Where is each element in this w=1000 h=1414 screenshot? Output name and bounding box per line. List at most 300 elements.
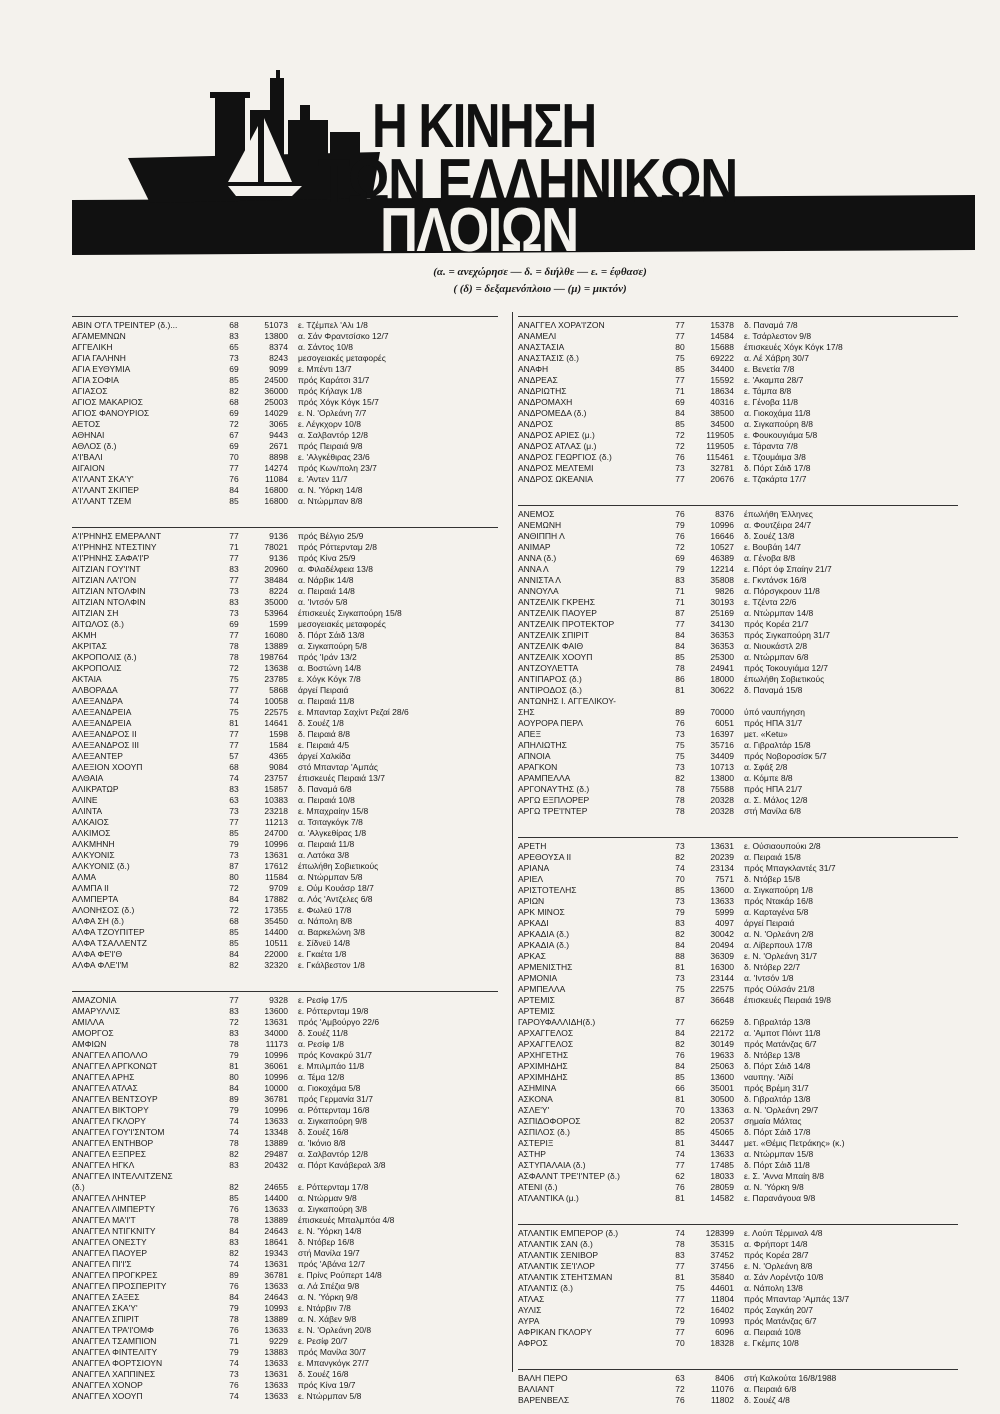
ship-name: ΑΙΓΑΙΟΝ: [72, 463, 105, 473]
ship-row: [72, 1127, 498, 1138]
ship-status: πρός Σιγκαπούρη 31/7: [744, 630, 830, 640]
ship-status: δ. Σουέζ 4/8: [744, 1395, 790, 1405]
ship-row: [72, 740, 498, 751]
ship-row: [72, 575, 498, 586]
ship-tonnage: 17355: [264, 905, 288, 915]
ship-year: 81: [675, 1138, 685, 1148]
ship-name: ΑΝΑΓΓΕΛ ΒΙΚΤΟΡΥ: [72, 1105, 149, 1115]
ship-year: [668, 1006, 692, 1017]
ship-group: [72, 991, 498, 1402]
ship-name: ΑΡΚΑΣ: [518, 951, 546, 961]
ship-status: α. Πειραιά 11/8: [298, 696, 355, 706]
ship-row: [72, 1259, 498, 1270]
ship-row: [72, 386, 498, 397]
ship-name: ΑΝΝΟΥΛΑ: [518, 586, 559, 596]
ship-tonnage: 20328: [710, 806, 734, 816]
ship-status: δ. Σουέζ 16/8: [298, 1127, 349, 1137]
ship-name: ΑΙΤΖΙΑΝ ΝΤΟΛΦΙΝ: [72, 597, 146, 607]
ship-name: ΑΛΚΜΗΝΗ: [72, 839, 115, 849]
ship-name: ΑΛΦΑ ΦΛΕ'Ι'Μ: [72, 960, 129, 970]
ship-row: [518, 1294, 958, 1305]
ship-name: ΑΜΦΙΩΝ: [72, 1039, 107, 1049]
ship-year: 68: [229, 320, 239, 330]
ship-status: α. Λά Σπέζια 9/8: [298, 1281, 360, 1291]
ship-group: [518, 837, 958, 1204]
ship-name: ΑΠΗΛΙΩΤΗΣ: [518, 740, 567, 750]
ship-year: 77: [229, 729, 239, 739]
ship-tonnage: 13633: [264, 1281, 288, 1291]
ship-name: ΑΛΦΑ ΦΕ'Ι'Θ: [72, 949, 123, 959]
ship-year: 78: [229, 1215, 239, 1225]
ship-year: 79: [675, 520, 685, 530]
ship-status: ε. Φουκουγιάμα 5/8: [744, 430, 818, 440]
ship-year: 85: [675, 885, 685, 895]
ship-tonnage: 34000: [264, 1028, 288, 1038]
ship-tonnage: 10996: [264, 1050, 288, 1060]
ship-year: 84: [675, 1061, 685, 1071]
ship-year: 76: [675, 452, 685, 462]
ship-row: [518, 784, 958, 795]
ship-tonnage: 69222: [710, 353, 734, 363]
ship-tonnage: 18000: [710, 674, 734, 684]
ship-tonnage: 10058: [264, 696, 288, 706]
ship-name: ΑΝΤΙΡΟΔΟΣ (δ.): [518, 685, 582, 695]
ship-tonnage: 20494: [710, 940, 734, 950]
ship-name: ΑΝΑΓΓΕΛ ΣΠΙΡΙΤ: [72, 1314, 140, 1324]
ship-row: [72, 1160, 498, 1171]
ship-name: ΑΠΕΞ: [518, 729, 542, 739]
ship-tonnage: 30622: [710, 685, 734, 695]
ship-year: 85: [229, 828, 239, 838]
ship-row: [72, 795, 498, 806]
ship-name: ΑΝΤΩΝΗΣ Ι. ΑΓΓΕΛΙΚΟΥ-: [518, 696, 616, 706]
ship-status: πρός Βέλγιο 25/9: [298, 531, 364, 541]
legend-line1: (α. = ανεχώρησε — δ. = διήλθε — ε. = έφθασε): [433, 266, 647, 278]
ship-row: [518, 463, 958, 474]
ship-year: 68: [229, 397, 239, 407]
ship-status: α. Πειραιά 10/8: [744, 1327, 801, 1337]
ship-year: 77: [229, 630, 239, 640]
ship-status: έπωλήθη Έλληνες: [744, 509, 813, 519]
ship-status: ε. Μπέντι 13/7: [298, 364, 352, 374]
ship-year: 70: [675, 1105, 685, 1115]
ship-tonnage: 13633: [710, 1149, 734, 1159]
ship-year: 79: [675, 907, 685, 917]
ship-status: α. Τσιταγκόγκ 7/8: [298, 817, 363, 827]
ship-status: στό Μπανταρ 'Αμπάς: [298, 762, 378, 772]
ship-tonnage: 36648: [710, 995, 734, 1005]
ship-year: 77: [675, 1327, 685, 1337]
ship-tonnage: 9443: [269, 430, 288, 440]
ship-year: 83: [229, 1006, 239, 1016]
ship-status: πρός Κορέα 21/7: [744, 619, 809, 629]
ship-row: [518, 452, 958, 463]
ship-status: σημαία Μάλτας: [744, 1116, 802, 1126]
ship-status: α. Ν. 'Ορλεάνη 29/7: [744, 1105, 819, 1115]
ship-name: ΑΙΤΩΛΟΣ (δ.): [72, 619, 124, 629]
ship-tonnage: 10000: [264, 1083, 288, 1093]
ship-status: ε. Πόρτ όφ Σπαίην 21/7: [744, 564, 832, 574]
ship-tonnage: 20239: [710, 852, 734, 862]
ship-tonnage: 8374: [269, 342, 288, 352]
ship-status: πρός Γερμανία 31/7: [298, 1094, 373, 1104]
ship-row: [72, 641, 498, 652]
ship-row: [72, 542, 498, 553]
ship-tonnage: 11084: [264, 474, 288, 484]
ship-status: α. Σιγκαπούρη 1/8: [744, 885, 813, 895]
ship-status: α. Ντώρμπαν 5/8: [298, 872, 363, 882]
ship-tonnage: 19343: [264, 1248, 288, 1258]
ship-status: δ. Σουέζ 1/8: [298, 718, 344, 728]
ship-tonnage: 16080: [264, 630, 288, 640]
ship-name: ΑΝΝΑ Λ: [518, 564, 549, 574]
ship-name: ΑΛΜΑ: [72, 872, 97, 882]
ship-tonnage: [692, 1006, 744, 1017]
ship-tonnage: 14641: [264, 718, 288, 728]
ship-row: [518, 564, 958, 575]
ship-row: [72, 707, 498, 718]
ship-row: [518, 608, 958, 619]
ship-name: ΑΣΛΕ'Υ': [518, 1105, 550, 1115]
ship-name: ΑΡΚΑΔΙΑ (δ.): [518, 929, 570, 939]
ship-status: α. Σιγκαπούρη 9/8: [298, 1116, 367, 1126]
ship-name: ΑΝΑΓΓΕΛ ΑΡΗΣ: [72, 1072, 135, 1082]
ship-year: 78: [229, 652, 239, 662]
ship-year: 82: [229, 1182, 239, 1192]
ship-name: ΑΕΤΟΣ: [72, 419, 101, 429]
ship-row: [72, 861, 498, 872]
ship-tonnage: 37456: [710, 1261, 734, 1271]
ship-tonnage: 10511: [264, 938, 288, 948]
ship-year: 84: [675, 940, 685, 950]
ship-row: [518, 619, 958, 630]
ship-tonnage: 9084: [269, 762, 288, 772]
ship-tonnage: 10383: [264, 795, 288, 805]
ship-row: [72, 342, 498, 353]
ship-name: ΑΛΜΠΕΡΤΑ: [72, 894, 119, 904]
ship-status: ε. Ν. 'Ορλεάνη 31/7: [744, 951, 818, 961]
ship-tonnage: 32781: [710, 463, 734, 473]
ship-name: ΑΛΕΞΑΝΔΡΟΣ ΙΙ: [72, 729, 137, 739]
masthead-title-line3: ΠΛΟΙΩΝ: [380, 196, 578, 265]
ship-name: ΑΓΙΑ ΕΥΘΥΜΙΑ: [72, 364, 131, 374]
ship-row: [518, 1261, 958, 1272]
ship-tonnage: 35000: [264, 597, 288, 607]
ship-tonnage: 13889: [264, 641, 288, 651]
ship-row: [518, 1006, 958, 1017]
ship-name: ΑΡΙΣΤΟΤΕΛΗΣ: [518, 885, 577, 895]
ship-status: δ. Παναμά 6/8: [298, 784, 352, 794]
ship-year: 75: [675, 740, 685, 750]
ship-tonnage: 25003: [264, 397, 288, 407]
ship-status: πρός Κορέα 28/7: [744, 1250, 809, 1260]
ship-tonnage: 17612: [264, 861, 288, 871]
ship-tonnage: 10996: [264, 1072, 288, 1082]
ship-tonnage: 23757: [264, 773, 288, 783]
ship-tonnage: 13889: [264, 1314, 288, 1324]
ship-tonnage: 38500: [710, 408, 734, 418]
ship-year: 74: [229, 1259, 239, 1269]
ship-tonnage: 19633: [710, 1050, 734, 1060]
ship-tonnage: 18634: [710, 386, 734, 396]
ship-status: ε. Ντώρμπαν 5/8: [298, 1391, 362, 1401]
ship-name: ΑΝΑΓΓΕΛ ΧΟΝΟΡ: [72, 1380, 143, 1390]
ship-status: πρός Κων/πολη 23/7: [298, 463, 377, 473]
ship-year: 72: [229, 1017, 239, 1027]
ship-year: 79: [229, 839, 239, 849]
ship-name: ΑΝΔΡΟΣ ΓΕΩΡΓΙΟΣ (δ.): [518, 452, 612, 462]
ship-name: ΑΝΑΓΓΕΛ ΧΟΡΑ'Ι'ΖΟΝ: [518, 320, 605, 330]
ship-tonnage: 9709: [269, 883, 288, 893]
ship-row: [518, 1160, 958, 1171]
ship-name: ΑΙΤΖΙΑΝ ΓΟΥ'Ι'ΝΤ: [72, 564, 141, 574]
ship-row: [518, 1182, 958, 1193]
ship-row: [72, 619, 498, 630]
ship-tonnage: 13889: [264, 1215, 288, 1225]
ship-row: [518, 586, 958, 597]
ship-name: Α'Ι'ΡΗΝΗΣ ΝΤΕΣΤΙΝΥ: [72, 542, 157, 552]
ship-year: 77: [229, 740, 239, 750]
ship-year: 66: [675, 1083, 685, 1093]
ship-tonnage: 13883: [264, 1347, 288, 1357]
ship-name: ΑΜΑΖΟΝΙΑ: [72, 995, 117, 1005]
right-column: [518, 316, 958, 1414]
ship-status: α. Βοστώνη 14/8: [298, 663, 362, 673]
ship-tonnage: 20960: [264, 564, 288, 574]
ship-name: ΑΛΜΠΑ ΙΙ: [72, 883, 109, 893]
ship-row: [518, 474, 958, 485]
ship-tonnage: 15378: [710, 320, 734, 330]
ship-row: [72, 1248, 498, 1259]
ship-name: Α'Ι'ΒΑΛΙ: [72, 452, 103, 462]
ship-tonnage: 1584: [269, 740, 288, 750]
ship-tonnage: 13631: [264, 1369, 288, 1379]
ship-status: δ. Σουέζ 16/8: [298, 1369, 349, 1379]
ship-year: 69: [229, 408, 239, 418]
ship-year: 85: [675, 1127, 685, 1137]
ship-status: ε. Ρεσίφ 17/5: [298, 995, 348, 1005]
ship-status: α. Λατόκα 3/8: [298, 850, 350, 860]
ship-tonnage: 11804: [710, 1294, 734, 1304]
ship-row: [72, 1358, 498, 1369]
ship-tonnage: 20432: [264, 1160, 288, 1170]
ship-tonnage: 13633: [264, 1325, 288, 1335]
ship-tonnage: 35315: [710, 1239, 734, 1249]
ship-name: ΒΑΛΙΑΝΤ: [518, 1384, 555, 1394]
ship-year: 80: [675, 342, 685, 352]
ship-row: [72, 817, 498, 828]
ship-status: α. Σάντος 10/8: [298, 342, 354, 352]
ship-row: [72, 663, 498, 674]
ship-name: Α'Ι'ΡΗΝΗΣ ΣΑΦΑ'Ι'Ρ: [72, 553, 150, 563]
ship-year: 77: [675, 1160, 685, 1170]
ship-year: 83: [675, 918, 685, 928]
ship-tonnage: 29487: [264, 1149, 288, 1159]
ship-name: ΑΓΓΕΛΙΚΗ: [72, 342, 113, 352]
ship-status: ε. Βουβάη 14/7: [744, 542, 801, 552]
ship-status: α. Καρταγένα 5/8: [744, 907, 809, 917]
ship-row: [518, 1105, 958, 1116]
ship-status: ε. Γκαέτα 1/8: [298, 949, 347, 959]
ship-status: στή Μανίλα 6/8: [744, 806, 802, 816]
ship-name: ΑΝΑΓΓΕΛ ΛΗΝΤΕΡ: [72, 1193, 147, 1203]
ship-tonnage: 20537: [710, 1116, 734, 1126]
ship-tonnage: 11213: [264, 817, 288, 827]
ship-year: 89: [675, 707, 685, 717]
ship-name: ΑΝΕΜΩΝΗ: [518, 520, 562, 530]
ship-status: πρός 'Αβάνα 12/7: [298, 1259, 366, 1269]
ship-year: 85: [675, 1072, 685, 1082]
ship-year: 85: [675, 364, 685, 374]
ship-row: [72, 685, 498, 696]
ship-tonnage: 24700: [264, 828, 288, 838]
ship-group: [518, 1224, 958, 1349]
ship-status: πρός Καράτσι 31/7: [298, 375, 370, 385]
ship-name: ΣΗΣ: [518, 707, 535, 717]
ship-row: [72, 1347, 498, 1358]
ship-row: [518, 342, 958, 353]
ship-status: α. Λέ Χάβρη 30/7: [744, 353, 809, 363]
ship-name: ΑΤΛΑΝΤΙΚ ΣΑΝ (δ.): [518, 1239, 593, 1249]
ship-year: 65: [229, 342, 239, 352]
ship-year: 78: [675, 784, 685, 794]
ship-tonnage: 10993: [710, 1316, 734, 1326]
ship-row: [72, 353, 498, 364]
ship-tonnage: 37452: [710, 1250, 734, 1260]
ship-name: ΑΤΛΑΝΤΙΣ (δ.): [518, 1283, 574, 1293]
ship-year: 71: [229, 1336, 239, 1346]
ship-year: 76: [675, 718, 685, 728]
ship-name: ΓΑΡΟΥΦΑΛΛΙΔΗ(δ.): [518, 1017, 596, 1027]
ship-row: [518, 707, 958, 718]
ship-status: πρός Ρόττερνταμ 2/8: [298, 542, 377, 552]
ship-tonnage: 15592: [710, 375, 734, 385]
ship-name: ΑΡΓΩ ΕΞΠΛΟΡΕΡ: [518, 795, 590, 805]
ship-name: ΑΙΤΖΙΑΝ ΝΤΟΛΦΙΝ: [72, 586, 146, 596]
ship-year: 84: [675, 1028, 685, 1038]
ship-row: [72, 320, 498, 331]
ship-row: [518, 1017, 958, 1028]
ship-year: 85: [229, 375, 239, 385]
ship-status: δ. Ντόβερ 22/7: [744, 962, 801, 972]
ship-tonnage: 18328: [710, 1338, 734, 1348]
ship-status: α. Πόρτ Κανάβεραλ 3/8: [298, 1160, 386, 1170]
ship-name: ΑΝΝΑ (δ.): [518, 553, 557, 563]
ship-status: έπωλήθη Σοβιετικούς: [744, 674, 825, 684]
ship-tonnage: 128399: [705, 1228, 734, 1238]
ship-status: έπισκευές Χόγκ Κόγκ 17/8: [744, 342, 843, 352]
ship-name: ΑΝΑΓΓΕΛ ΤΣΑΜΠΙΟΝ: [72, 1336, 157, 1346]
ship-status: πρός Σαγκάη 20/7: [744, 1305, 813, 1315]
ship-status: πρός Ματάνζας 6/7: [744, 1039, 817, 1049]
ship-year: 76: [229, 474, 239, 484]
ship-row: [72, 1072, 498, 1083]
ship-name: ΑΒΙΝ Ο'ΓΛ ΤΡΕΙΝΤΕΡ (δ.)...: [72, 320, 178, 330]
ship-tonnage: 35716: [710, 740, 734, 750]
ship-status: α. Νάπολη 8/8: [298, 916, 353, 926]
ship-tonnage: 16397: [710, 729, 734, 739]
ship-status: ε. Τάμπα 8/8: [744, 386, 792, 396]
ship-year: 85: [229, 496, 239, 506]
ship-year: 84: [229, 1292, 239, 1302]
ship-name: ΑΓΙΑΣΟΣ: [72, 386, 108, 396]
ship-name: ΑΛΕΞΑΝΔΡΕΙΑ: [72, 718, 132, 728]
ship-row: [518, 1239, 958, 1250]
ship-name: ΑΡΙΕΛ: [518, 874, 544, 884]
ship-status: α. Νάπολη 13/8: [744, 1283, 803, 1293]
ship-year: 73: [675, 973, 685, 983]
ship-row: [518, 630, 958, 641]
ship-row: [72, 564, 498, 575]
ship-status: α. Βαρκελώνη 3/8: [298, 927, 366, 937]
ship-status: άργεί Χαλκίδα: [298, 751, 351, 761]
ship-year: 85: [229, 927, 239, 937]
ship-tonnage: 5868: [269, 685, 288, 695]
ship-row: [518, 841, 958, 852]
ship-tonnage: 20676: [710, 474, 734, 484]
ship-row: [518, 795, 958, 806]
ship-year: 70: [229, 452, 239, 462]
ship-row: [72, 553, 498, 564]
ship-name: ΑΛΕΞΑΝΔΡΑ: [72, 696, 123, 706]
ship-name: ΑΝΔΡΟΣ ΑΡΙΕΣ (μ.): [518, 430, 595, 440]
ship-name: ΑΝΔΡΟΣ ΜΕΛΤΕΜΙ: [518, 463, 594, 473]
ship-row: [518, 1050, 958, 1061]
ship-status: α. Λός 'Αντζελες 6/8: [298, 894, 373, 904]
ship-year: 77: [229, 575, 239, 585]
ship-tonnage: 13631: [264, 1259, 288, 1269]
ship-name: Α'Ι'ΛΑΝΤ ΣΚΑ'Υ': [72, 474, 134, 484]
ship-year: 69: [675, 397, 685, 407]
ship-name: ΑΛΘΑΙΑ: [72, 773, 104, 783]
ship-year: 73: [675, 729, 685, 739]
ship-year: 78: [675, 795, 685, 805]
ship-year: 62: [675, 1171, 685, 1181]
ship-year: 71: [675, 386, 685, 396]
ship-year: 83: [675, 1250, 685, 1260]
ship-row: [518, 685, 958, 696]
ship-year: 87: [675, 608, 685, 618]
ship-status: πρός Ντακάρ 16/8: [744, 896, 813, 906]
ship-name: ΑΡΓΩ ΤΡΕ'Ι'ΝΤΕΡ: [518, 806, 588, 816]
group-rule: [518, 505, 958, 506]
ship-status: α. Ν. 'Ορλεάνη 2/8: [744, 929, 814, 939]
ship-year: 81: [675, 1094, 685, 1104]
ship-status: ε. 'Ακαμπα 28/7: [744, 375, 804, 385]
ship-status: ε. Μπαχραίην 15/8: [298, 806, 369, 816]
ship-row: [518, 729, 958, 740]
ship-tonnage: 25169: [710, 608, 734, 618]
ship-tonnage: 13633: [264, 1204, 288, 1214]
ship-tonnage: 53964: [264, 608, 288, 618]
group-rule: [518, 316, 958, 317]
ship-year: 78: [229, 1138, 239, 1148]
ship-row: [518, 542, 958, 553]
ship-name: ΑΝΑΜΕΛΙ: [518, 331, 557, 341]
ship-row: [518, 929, 958, 940]
ship-tonnage: 45065: [710, 1127, 734, 1137]
ship-tonnage: 34400: [710, 364, 734, 374]
ship-name: ΑΟΥΡΟΡΑ ΠΕΡΛ: [518, 718, 583, 728]
ship-name: ΑΛΟΝΗΣΟΣ (δ.): [72, 905, 135, 915]
ship-name: ΑΝΑΓΓΕΛ ΠΑΟΥΕΡ: [72, 1248, 148, 1258]
ship-status: α. Σαλβαντόρ 12/8: [298, 430, 368, 440]
ship-name: ΑΝΑΓΓΕΛ ΧΟΟΥΠ: [72, 1391, 143, 1401]
ship-group: [72, 527, 498, 971]
ship-year: 63: [229, 795, 239, 805]
ship-row: [518, 751, 958, 762]
group-rule: [518, 1369, 958, 1370]
